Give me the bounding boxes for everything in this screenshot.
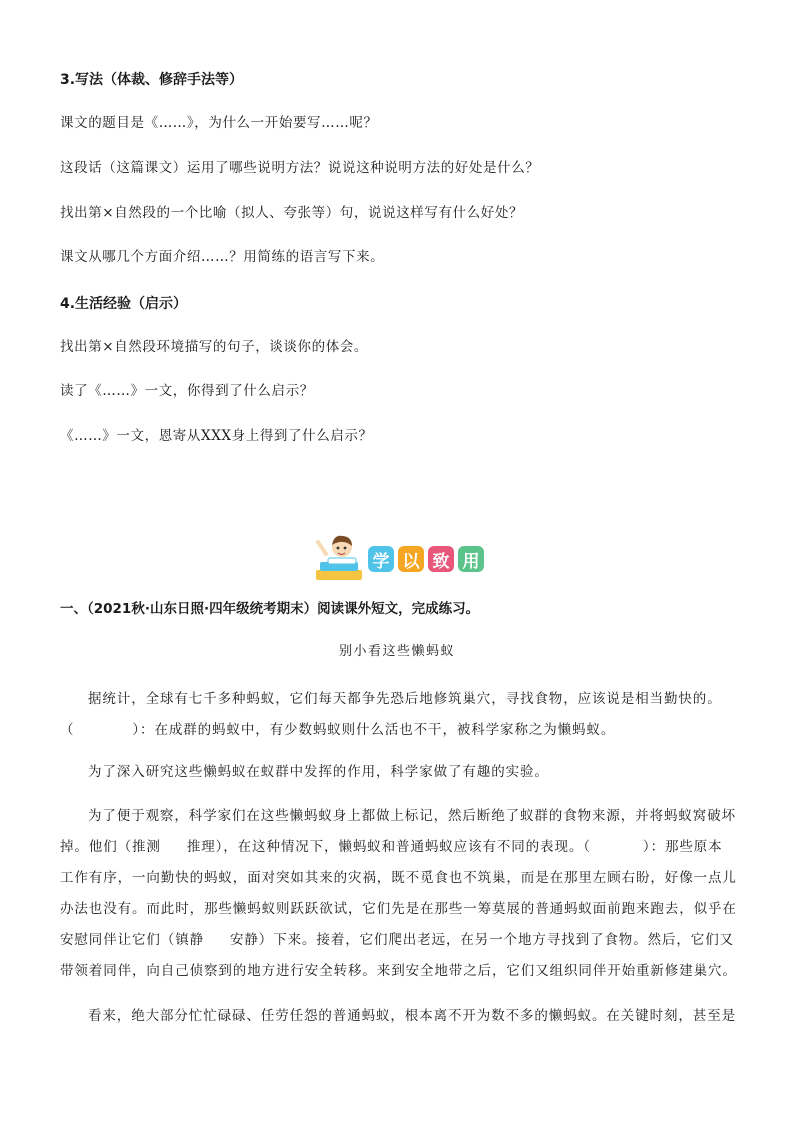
paragraph-3-line-6: 带领着同伴，向自己侦察到的地方进行安全转移。来到安全地带之后，它们又组织同伴开始重新修建巢穴。 bbox=[60, 963, 737, 979]
paragraph-3-line-2 bbox=[60, 832, 744, 863]
section3-line-3: 找出第×自然段的一个比喻（拟人、夸张等）句，说说这样写有什么好处？ bbox=[60, 205, 524, 221]
paragraph-3-text-b: 推理），在这种情况下，懒蚂蚁和普通蚂蚁应该有不同的表现。（ bbox=[186, 839, 591, 855]
article-title: 别小看这些懒蚂蚁 bbox=[338, 644, 455, 659]
banner-char-3: 致 bbox=[428, 546, 454, 572]
banner-char-1: 学 bbox=[368, 546, 394, 572]
paragraph-2: 为了深入研究这些懒蚂蚁在蚁群中发挥的作用，科学家做了有趣的实验。 bbox=[88, 764, 549, 780]
paragraph-3-text-c: ）：那些原本 bbox=[642, 839, 723, 855]
paragraph-3-text-e: 安静）下来。接着，它们爬出老远，在另一个地方寻找到了食物。然后，它们又 bbox=[230, 932, 734, 948]
section3-line-1: 课文的题目是《……》，为什么一开始要写……呢？ bbox=[60, 115, 378, 131]
paragraph-3-line-3: 工作有序，一向勤快的蚂蚁，面对突如其来的灾祸，既不觅食也不筑巢，而是在那里左顾右盼，好像一点儿 bbox=[60, 870, 737, 886]
blank-open-1: （ bbox=[60, 722, 75, 738]
section3-heading: 3.写法（体裁、修辞手法等） bbox=[60, 72, 244, 88]
paragraph-1-line-1: 据统计，全球有七千多种蚂蚁，它们每天都争先恐后地修筑巢穴，寻找食物，应该说是相当勤快的。 bbox=[88, 691, 722, 707]
student-reading-icon bbox=[312, 532, 368, 586]
study-banner bbox=[312, 532, 502, 586]
section4-line-1: 找出第×自然段环境描写的句子，谈谈你的体会。 bbox=[60, 339, 369, 355]
paragraph-3-line-1: 为了便于观察，科学家们在这些懒蚂蚁身上都做上标记，然后断绝了蚁群的食物来源，并将蚂蚁窝破坏 bbox=[88, 808, 736, 824]
banner-char-4: 用 bbox=[458, 546, 484, 572]
paragraph-3 bbox=[60, 801, 744, 987]
section4-line-3: 《……》一文，恩寄从XXX身上得到了什么启示？ bbox=[60, 428, 373, 444]
paragraph-4: 看来，绝大部分忙忙碌碌、任劳任怨的普通蚂蚁，根本离不开为数不多的懒蚂蚁。在关键时刻，甚至是 bbox=[88, 1008, 736, 1024]
section4-line-2: 读了《……》一文，你得到了什么启示？ bbox=[60, 383, 314, 399]
section4-heading: 4.生活经验（启示） bbox=[60, 296, 188, 312]
paragraph-1-text: ）：在成群的蚂蚁中，有少数蚂蚁则什么活也不干，被科学家称之为懒蚂蚁。 bbox=[132, 722, 616, 738]
paragraph-3-text-d: 安慰同伴让它们（镇静 bbox=[60, 932, 204, 948]
paragraph-3-line-5 bbox=[60, 925, 744, 956]
section3-line-2: 这段话（这篇课文）运用了哪些说明方法？说说这种说明方法的好处是什么？ bbox=[60, 160, 540, 176]
paragraph-3-line-4: 办法也没有。而此时，那些懒蚂蚁则跃跃欲试，它们先是在那些一筹莫展的普通蚂蚁面前跑来跑去，似乎在 bbox=[60, 901, 737, 917]
banner-badges bbox=[368, 546, 484, 572]
paragraph-3-text-a: 掉。他们（推测 bbox=[60, 839, 161, 855]
exercise-title: 一、（2021秋·山东日照·四年级统考期末）阅读课外短文，完成练习。 bbox=[60, 601, 480, 617]
paragraph-1 bbox=[60, 684, 744, 746]
paragraph-1-line-2 bbox=[60, 715, 744, 746]
banner-char-2: 以 bbox=[398, 546, 424, 572]
section3-line-4: 课文从哪几个方面介绍……？用简练的语言写下来。 bbox=[60, 249, 385, 265]
